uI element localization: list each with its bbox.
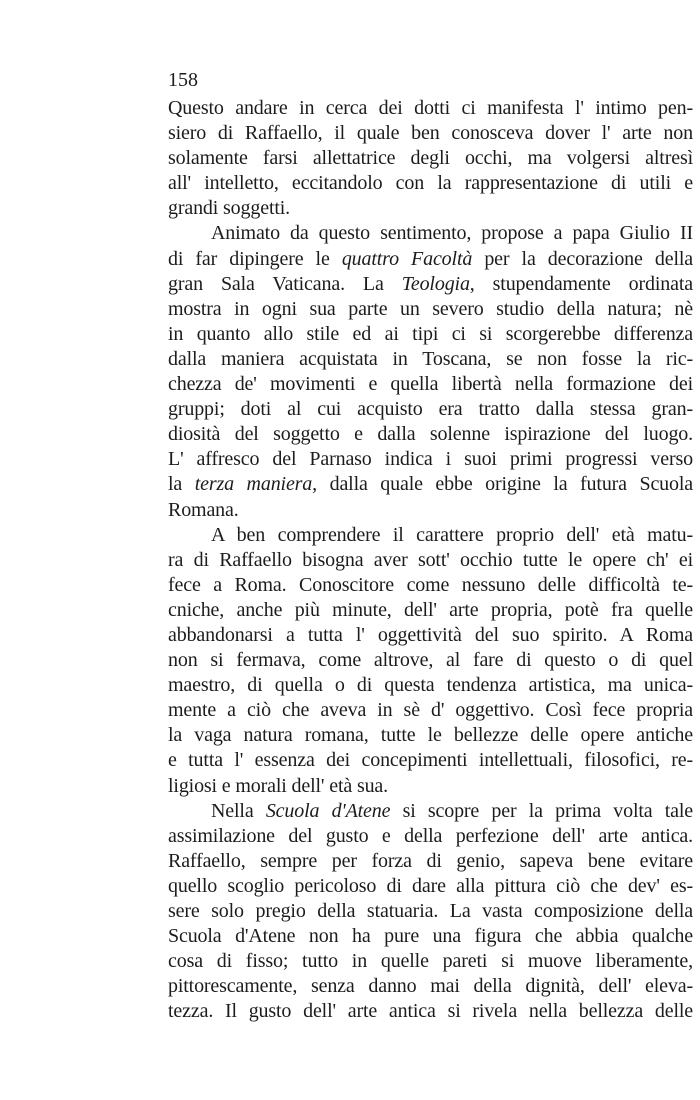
text-line: di far dipingere le quattro Facoltà per la decorazione della — [168, 247, 693, 270]
text-line: in quanto allo stile ed ai tipi ci si scorgerebbe differenza — [168, 322, 693, 345]
text-line: sere solo pregio della statuaria. La vasta composizione della — [168, 900, 693, 922]
text-line: chezza de' movimenti e quella libertà nella formazione dei — [168, 373, 693, 396]
text-line: e tutta l' essenza dei concepimenti intellettuali, filosofici, re- — [168, 749, 693, 772]
page-number: 158 — [168, 69, 198, 91]
text-line: all' intelletto, eccitandolo con la rappresentazione di utili e — [168, 172, 693, 195]
text-line: mente a ciò che aveva in sè d' oggettivo. Così fece propria — [168, 699, 693, 722]
text-line: Questo andare in cerca dei dotti ci manifesta l' intimo pen- — [168, 97, 693, 119]
text-line: ligiosi e morali dell' età sua. — [168, 774, 389, 797]
text-line: Romana. — [168, 498, 239, 521]
text-line: solamente farsi allettatrice degli occhi, ma volgersi altresì — [168, 147, 693, 170]
text-line: gran Sala Vaticana. La Teologia, stupendamente ordinata — [168, 272, 693, 295]
paragraph — [168, 523, 693, 799]
text-line: tezza. Il gusto dell' arte antica si rivela nella bellezza delle — [168, 1000, 693, 1023]
text-line: A ben comprendere il carattere proprio dell' età matu- — [211, 523, 693, 546]
text-line: cniche, anche più minute, dell' arte propria, potè fra quelle — [168, 598, 693, 621]
text-line: assimilazione del gusto e della perfezione dell' arte antica. — [168, 824, 693, 847]
text-line: la terza maniera, dalla quale ebbe origine la futura Scuola — [168, 473, 694, 496]
text-line: dalla maniera acquistata in Toscana, se non fosse la ric- — [168, 347, 693, 370]
text-line: grandi soggetti. — [168, 197, 291, 220]
text-line: diosità del soggetto e dalla solenne ispirazione del luogo. — [168, 423, 693, 446]
text-line: gruppi; doti al cui acquisto era tratto dalla stessa gran- — [168, 398, 693, 421]
text-line: L' affresco del Parnaso indica i suoi primi progressi verso — [168, 448, 693, 471]
body-text — [168, 96, 693, 1024]
text-line: non si fermava, come altrove, al fare di questo o di quel — [168, 649, 693, 672]
text-line: quello scoglio pericoloso di dare alla pittura ciò che dev' es- — [168, 874, 693, 897]
text-line: maestro, di quella o di questa tendenza artistica, ma unica- — [168, 674, 693, 697]
text-line: Animato da questo sentimento, propose a papa Giulio II — [211, 222, 693, 245]
text-line: abbandonarsi a tutta l' oggettività del suo spirito. A Roma — [168, 623, 693, 646]
text-line: mostra in ogni sua parte un severo studio della natura; nè — [168, 297, 693, 320]
text-line: Scuola d'Atene non ha pure una figura che abbia qualche — [168, 925, 693, 948]
text-line: cosa di fisso; tutto in quelle pareti si muove liberamente, — [168, 950, 693, 973]
paragraph — [168, 799, 693, 1025]
text-line: Nella Scuola d'Atene si scopre per la prima volta tale — [211, 799, 693, 822]
text-line: fece a Roma. Conoscitore come nessuno delle difficoltà te- — [168, 573, 693, 596]
paragraph — [168, 96, 693, 221]
text-line: la vaga natura romana, tutte le bellezze delle opere antiche — [168, 724, 693, 747]
text-line: ra di Raffaello bisogna aver sott' occhio tutte le opere ch' ei — [168, 548, 693, 571]
paragraph — [168, 221, 693, 522]
text-line: siero di Raffaello, il quale ben conosceva dover l' arte non — [168, 122, 693, 145]
text-line: pittorescamente, senza danno mai della dignità, dell' eleva- — [168, 975, 693, 998]
text-line: Raffaello, sempre per forza di genio, sapeva bene evitare — [168, 849, 693, 872]
